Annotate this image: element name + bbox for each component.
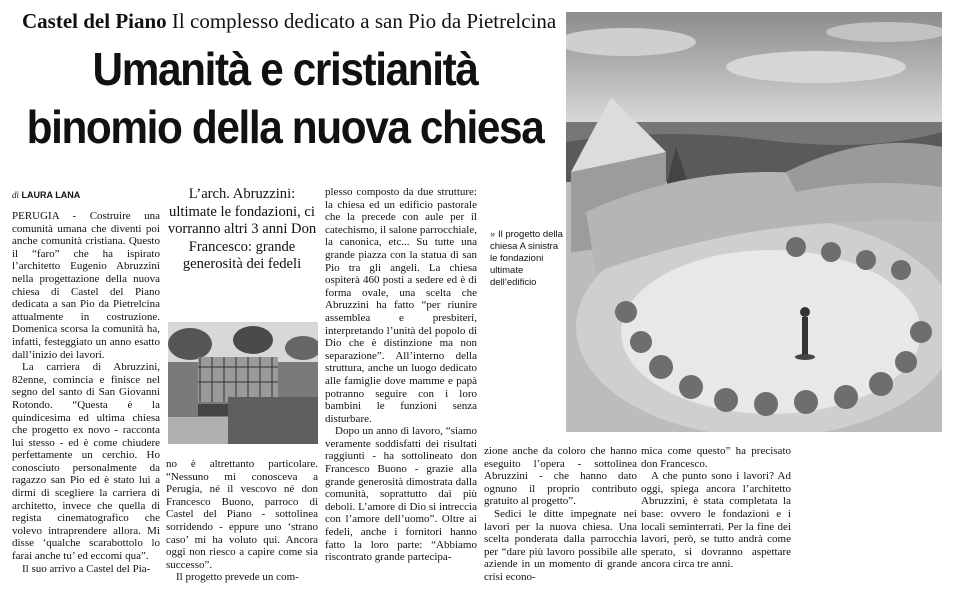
photo-caption bbox=[490, 229, 565, 289]
paragraph: mica come questo” ha precisato don Francesco. bbox=[641, 445, 791, 470]
caption-arrows: » bbox=[490, 229, 496, 240]
paragraph: no è altrettanto particolare. “Nessuno mi conosceva a Perugia, né il vescovo né don Francesco Buono, parroco di Castel del Piano - sottolinea sorridendo - eppure uno ‘strano caso’ mi ha voluto qui. Ancora oggi non riesco a capire come sia successo”. bbox=[166, 458, 318, 571]
article-column-4 bbox=[484, 445, 637, 584]
kicker-topic: Il complesso dedicato a san Pio da Pietrelcina bbox=[171, 9, 557, 33]
article-column-3 bbox=[325, 186, 477, 564]
paragraph: plesso composto da due strutture: la chiesa ed un edificio pastorale che la precede con aule per il catechismo, il salone parrocchiale, la canonica, etc... Su tutte una grande piazza con la statua di san Pio tra gli angeli. La chiesa ospiterà 460 posti a sedere ed è di forma ovale, una scelta che Abruzzini ha fatto “per riunire assemblea e presbiteri, interpretando l’unità del popolo di Dio che è distinzione ma non separazione”. All’interno della struttura, anche un luogo dedicato alle famiglie dove mamme e papà potranno seguire con i loro bambini le funzioni senza disturbare. bbox=[325, 186, 477, 425]
byline-author: LAURA LANA bbox=[21, 190, 81, 200]
paragraph: La carriera di Abruzzini, 82enne, comincia e finisce nel segno del santo di San Giovanni Rotondo. “Questa è la quindicesima ed ultima chiesa che progetto ex novo - racconta lui stesso - ed è come chiudere perfettamente un cerchio. Ho conosciuto personalmente da ragazzo san Pio ed è stato lui a dirmi di scegliere la carriera di architetto, invece che quella di regista cinematografico che volevo intraprendere allora. Mi disse ‘qualche scarabottolo lo farai anche tu’ ed eccomi qua”. bbox=[12, 361, 160, 563]
construction-site-image bbox=[168, 322, 318, 444]
construction-site-photo bbox=[168, 322, 318, 444]
paragraph: Sedici le ditte impegnate nei lavori per la nuova chiesa. Una scelta ponderata dalla parrocchia per “dare più lavoro possibile alle aziende in un momento di grande crisi econo- bbox=[484, 507, 637, 583]
kicker bbox=[22, 8, 567, 34]
kicker-place: Castel del Piano bbox=[22, 9, 167, 33]
paragraph: PERUGIA - Costruire una comunità umana che diventi poi anche comunità cristiana. Questo il “faro” che ha ispirato l’architetto Eugenio Abruzzini nella progettazione della nuova chiesa di Castel del Piano dedicata a san Pio da Pietrelcina attualmente in costruzione. Domenica scorsa la comunità ha, infatti, festeggiato un anno esatto dall’inizio dei lavori. bbox=[12, 210, 160, 361]
paragraph: Il progetto prevede un com- bbox=[176, 571, 299, 584]
headline-line-1: Umanità e cristianità bbox=[92, 43, 478, 95]
paragraph: zione anche da coloro che hanno eseguito l’opera - sottolinea Abruzzini - che hanno dato ognuno il proprio contributo gratuito al progetto”. bbox=[484, 445, 637, 508]
article-column-2 bbox=[166, 458, 318, 584]
byline-prefix: di bbox=[12, 190, 20, 200]
paragraph: A che punto sono i lavori? Ad oggi, spiega ancora l’architetto Abruzzini, è stata completata la base: ovvero le fondazioni e i locali seminterrati. Per la fine dei lavori, però, se tutto andrà come sperato, si dovranno aspettare ancora circa tre anni. bbox=[641, 470, 791, 571]
headline bbox=[23, 40, 547, 156]
paragraph: Dopo un anno di lavoro, “siamo veramente soddisfatti dei risultati raggiunti - ha sottolineato don Francesco Buono - grazie alla grande generosità dimostrata dalla comunità, soprattutto dai più deboli. L’amore di Dio si intreccia con l’amore dell’uomo”. Oltre ai fedeli, anche i fornitori hanno fatto la loro parte: “Abbiamo riscontrato grande partecipa- bbox=[325, 425, 477, 564]
subheadline: L’arch. Abruzzini: ultimate le fondazioni, ci vorranno altri 3 anni Don Francesco: grande generosità dei fedeli bbox=[167, 186, 317, 272]
article-column-1 bbox=[12, 210, 160, 575]
headline-line-2: binomio della nuova chiesa bbox=[26, 101, 544, 153]
article-column-5 bbox=[641, 445, 791, 571]
byline bbox=[12, 190, 80, 200]
paragraph: Il suo arrivo a Castel del Pia- bbox=[22, 562, 151, 575]
caption-text: Il progetto della chiesa A sinistra le fondazioni ultimate dell’edificio bbox=[490, 229, 563, 288]
church-rendering-image bbox=[566, 12, 942, 432]
church-rendering-photo bbox=[566, 12, 942, 432]
